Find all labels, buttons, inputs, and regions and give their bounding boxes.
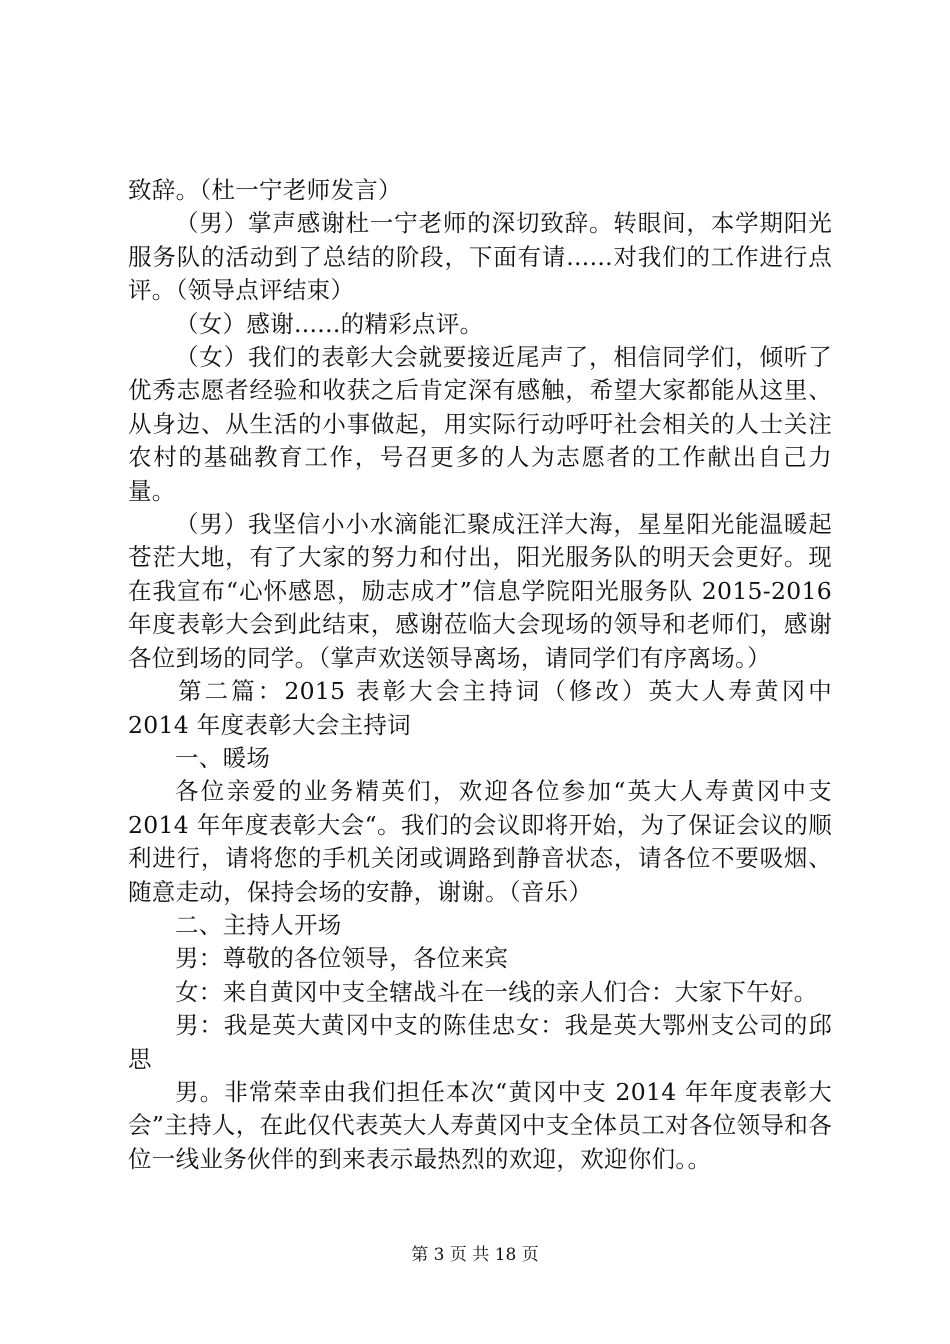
paragraph: 致辞。（杜一宁老师发言） (128, 176, 402, 204)
paragraph: （女）感谢......的精彩点评。 (175, 309, 484, 338)
document-body (128, 174, 832, 1176)
paragraph: 男。非常荣幸由我们担任本次“黄冈中支 2014 年年度表彰大会”主持人，在此仅代表英大人寿黄冈中支全体员工对各位领导和各位一线业务伙伴的到来表示最热烈的欢迎，欢迎你们。。 (128, 1077, 832, 1173)
paragraph: 各位亲爱的业务精英们，欢迎各位参加“英大人寿黄冈中支 2014 年年度表彰大会“。我们的会议即将开始，为了保证会议的顺利进行，请将您的手机关闭或调路到静音状态，请各位不要吸烟、随意走动，保持会场的安静，谢谢。（音乐） (128, 777, 832, 906)
section-heading: 第二篇：2015 表彰大会主持词（修改）英大人寿黄冈中 2014 年度表彰大会主持词 (128, 677, 832, 739)
subheading: 一、暖场 (175, 743, 271, 772)
paragraph: 男：我是英大黄冈中支的陈佳忠女：我是英大鄂州支公司的邱思 (128, 1011, 832, 1073)
subheading: 二、主持人开场 (175, 910, 342, 939)
page-footer: 第 3 页 共 18 页 (411, 1245, 539, 1265)
paragraph: 女：来自黄冈中支全辖战斗在一线的亲人们合：大家下午好。 (175, 977, 818, 1006)
paragraph: （男）我坚信小小水滴能汇聚成汪洋大海，星星阳光能温暖起苍茫大地，有了大家的努力和付出，阳光服务队的明天会更好。现在我宣布“心怀感恩，励志成才”信息学院阳光服务队 2015-2016 年度表彰大会到此结束，感谢莅临大会现场的领导和老师们，感谢各位到场的同学。（掌声欢送领导离场，请同学们有序离场。） (128, 510, 832, 672)
paragraph: 男：尊敬的各位领导，各位来宾 (175, 944, 509, 973)
paragraph: （男）掌声感谢杜一宁老师的深切致辞。转眼间，本学期阳光服务队的活动到了总结的阶段，下面有请......对我们的工作进行点评。（领导点评结束） (128, 209, 832, 305)
paragraph: （女）我们的表彰大会就要接近尾声了，相信同学们，倾听了优秀志愿者经验和收获之后肯定深有感触，希望大家都能从这里、从身边、从生活的小事做起，用实际行动呼吁社会相关的人士关注农村的基础教育工作，号召更多的人为志愿者的工作献出自己力量。 (128, 343, 832, 505)
